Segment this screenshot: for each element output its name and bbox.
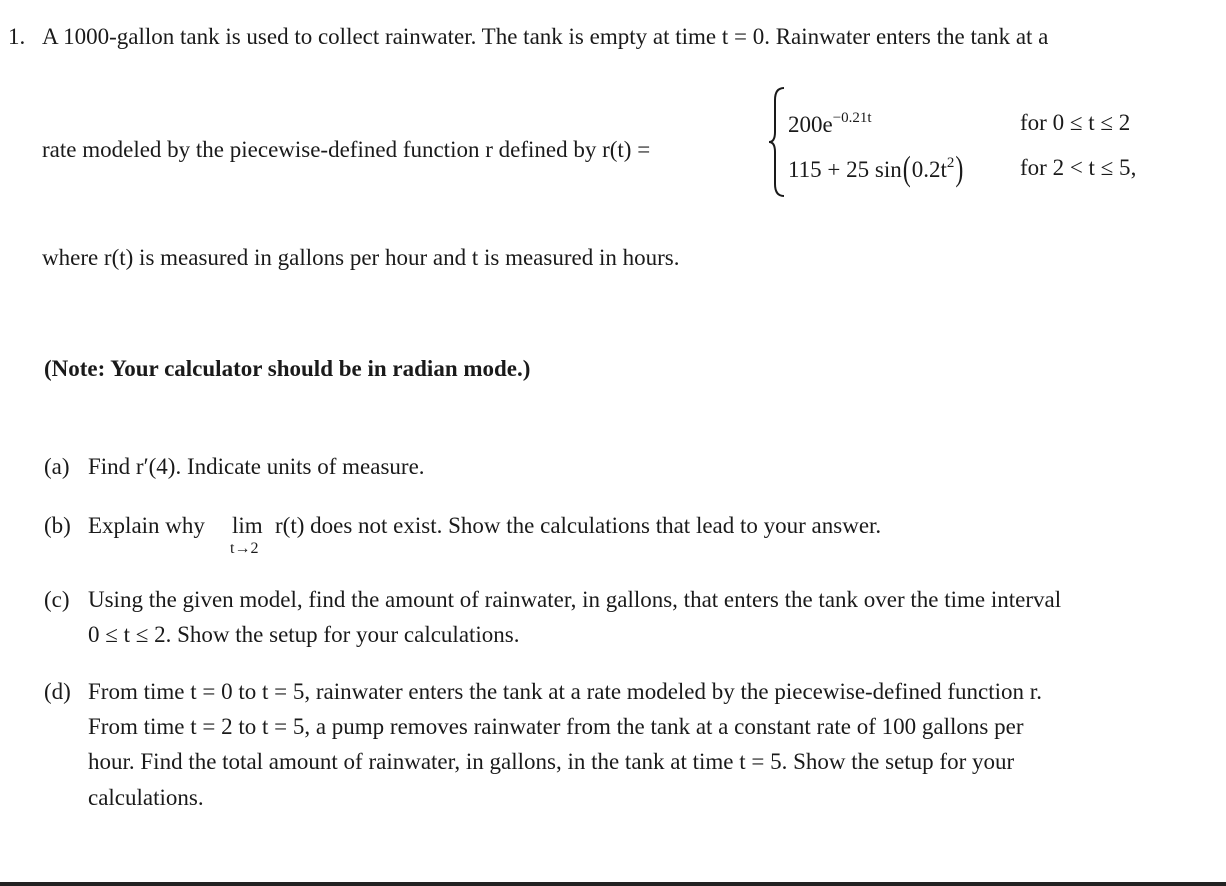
piecewise-case-2 bbox=[788, 151, 964, 189]
part-c-line-1: Using the given model, find the amount of rainwater, in gallons, that enters the tank over the time interval bbox=[88, 587, 1062, 612]
units-sentence: where r(t) is measured in gallons per hour and t is measured in hours. bbox=[42, 245, 680, 270]
piecewise-brace bbox=[767, 86, 787, 198]
part-c-line-2: 0 ≤ t ≤ 2. Show the setup for your calculations. bbox=[88, 622, 520, 647]
part-d-line-1: From time t = 0 to t = 5, rainwater enters the tank at a rate modeled by the piecewise-defined function r. bbox=[88, 679, 1042, 704]
part-a-text: Find r′(4). Indicate units of measure. bbox=[88, 454, 425, 479]
piece2-arg-exponent: 2 bbox=[946, 155, 955, 171]
part-b-label: (b) bbox=[44, 513, 71, 538]
question-number: 1. bbox=[8, 24, 26, 49]
left-paren-icon: ( bbox=[902, 151, 911, 189]
piecewise-trailing-comma: , bbox=[1130, 155, 1137, 180]
part-d-line-2: From time t = 2 to t = 5, a pump removes rainwater from the tank at a constant rate of 100 gallons per bbox=[88, 714, 1024, 739]
piece2-cond: for 2 < t ≤ 5 bbox=[1020, 155, 1131, 180]
calculator-note: (Note: Your calculator should be in radian mode.) bbox=[44, 356, 531, 381]
piecewise-case-1 bbox=[788, 111, 872, 136]
limit-word: lim bbox=[232, 513, 263, 538]
part-b-text-end: r(t) does not exist. Show the calculations that lead to your answer. bbox=[275, 513, 882, 538]
right-paren-icon: ) bbox=[955, 151, 964, 189]
intro-line-1: A 1000-gallon tank is used to collect rainwater. The tank is empty at time t = 0. Rainwater enters the tank at a bbox=[42, 24, 1049, 49]
piece2-prefix: 115 + 25 sin bbox=[788, 157, 902, 182]
part-d-line-3: hour. Find the total amount of rainwater, in gallons, in the tank at time t = 5. Show the setup for your bbox=[88, 749, 1015, 774]
part-a-label: (a) bbox=[44, 454, 70, 479]
part-c-label: (c) bbox=[44, 587, 70, 612]
limit-subscript: t→2 bbox=[230, 540, 259, 557]
bottom-rule bbox=[0, 882, 1226, 886]
piece2-arg: 0.2t bbox=[911, 157, 947, 182]
piece1-coef: 200e bbox=[788, 112, 833, 137]
part-b-text-start: Explain why bbox=[88, 513, 205, 538]
part-d-label: (d) bbox=[44, 679, 71, 704]
piecewise-cond-2 bbox=[1020, 156, 1136, 179]
intro-line-2: rate modeled by the piecewise-defined function r defined by r(t) = bbox=[42, 137, 651, 162]
piece1-exponent: −0.21t bbox=[832, 110, 872, 126]
part-d-line-4: calculations. bbox=[88, 785, 204, 810]
piecewise-cond-1: for 0 ≤ t ≤ 2 bbox=[1020, 110, 1131, 135]
